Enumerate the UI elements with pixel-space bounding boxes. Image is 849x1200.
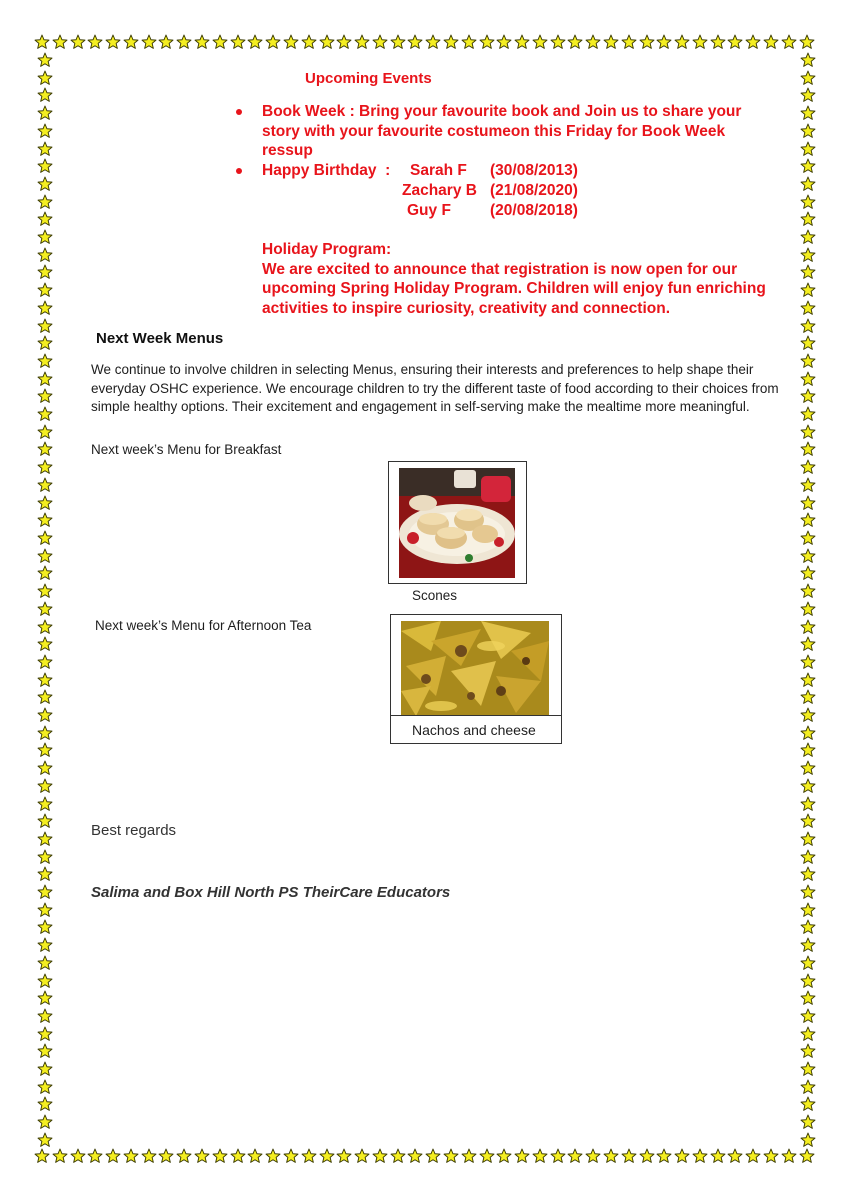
star-icon	[800, 601, 816, 617]
scones-photo-frame	[388, 461, 527, 584]
nachos-photo-frame	[390, 614, 562, 716]
star-icon	[37, 1096, 53, 1112]
birthday-date: (30/08/2013)	[490, 162, 578, 179]
star-icon	[301, 1148, 317, 1164]
star-icon	[34, 1148, 50, 1164]
star-icon	[639, 1148, 655, 1164]
star-icon	[514, 34, 530, 50]
star-icon	[799, 34, 815, 50]
star-icon	[692, 34, 708, 50]
star-icon	[37, 229, 53, 245]
star-icon	[37, 211, 53, 227]
star-icon	[37, 141, 53, 157]
birthday-name: Guy F	[407, 202, 451, 219]
star-icon	[800, 459, 816, 475]
star-icon	[727, 1148, 743, 1164]
star-icon	[763, 34, 779, 50]
star-icon	[37, 760, 53, 776]
star-icon	[800, 796, 816, 812]
star-icon	[37, 849, 53, 865]
star-icon	[265, 1148, 281, 1164]
star-icon	[37, 1026, 53, 1042]
star-icon	[800, 52, 816, 68]
star-icon	[37, 742, 53, 758]
star-icon	[37, 919, 53, 935]
star-icon	[461, 34, 477, 50]
star-icon	[800, 441, 816, 457]
star-icon	[37, 300, 53, 316]
star-icon	[496, 1148, 512, 1164]
star-border-right	[797, 52, 819, 1148]
star-icon	[550, 34, 566, 50]
star-icon	[800, 70, 816, 86]
star-icon	[800, 300, 816, 316]
star-icon	[37, 353, 53, 369]
star-icon	[37, 282, 53, 298]
star-icon	[800, 388, 816, 404]
star-icon	[37, 672, 53, 688]
star-icon	[283, 34, 299, 50]
star-icon	[87, 1148, 103, 1164]
star-icon	[301, 34, 317, 50]
star-icon	[265, 34, 281, 50]
star-icon	[800, 512, 816, 528]
star-icon	[158, 34, 174, 50]
star-icon	[37, 1079, 53, 1095]
star-icon	[800, 707, 816, 723]
star-icon	[37, 512, 53, 528]
nachos-caption: Nachos and cheese	[412, 722, 536, 738]
star-icon	[425, 1148, 441, 1164]
upcoming-events-heading: Upcoming Events	[305, 70, 432, 87]
star-icon	[692, 1148, 708, 1164]
menus-paragraph: We continue to involve children in selecting Menus, ensuring their interests and preferences to help shape their everyday OSHC experience. We encourage children to try the different taste of food according to their choices from simple healthy options. Their excitement and engagement in self-serving make the mealtime more meaningful.	[91, 362, 779, 414]
star-icon	[621, 1148, 637, 1164]
star-icon	[800, 1079, 816, 1095]
star-icon	[800, 725, 816, 741]
nachos-photo	[401, 621, 549, 716]
star-icon	[37, 654, 53, 670]
star-icon	[37, 1061, 53, 1077]
star-icon	[800, 654, 816, 670]
birthday-label: Happy Birthday :	[262, 161, 391, 179]
star-icon	[800, 105, 816, 121]
star-icon	[514, 1148, 530, 1164]
star-icon	[479, 34, 495, 50]
star-icon	[800, 123, 816, 139]
afternoon-tea-label: Next week’s Menu for Afternoon Tea	[95, 618, 312, 633]
star-icon	[800, 406, 816, 422]
star-icon	[37, 264, 53, 280]
star-icon	[37, 1043, 53, 1059]
star-icon	[37, 194, 53, 210]
star-icon	[800, 318, 816, 334]
star-icon	[763, 1148, 779, 1164]
star-icon	[727, 34, 743, 50]
star-icon	[800, 141, 816, 157]
star-icon	[52, 1148, 68, 1164]
star-icon	[800, 87, 816, 103]
star-icon	[800, 211, 816, 227]
star-icon	[37, 105, 53, 121]
menus-heading: Next Week Menus	[96, 330, 224, 347]
signature: Salima and Box Hill North PS TheirCare Educators	[91, 884, 451, 901]
star-icon	[37, 707, 53, 723]
scones-caption: Scones	[412, 588, 458, 603]
star-icon	[800, 672, 816, 688]
star-icon	[800, 937, 816, 953]
star-icon	[800, 282, 816, 298]
star-icon	[37, 619, 53, 635]
star-icon	[800, 176, 816, 192]
star-icon	[37, 530, 53, 546]
star-icon	[194, 34, 210, 50]
star-icon	[656, 34, 672, 50]
star-icon	[800, 229, 816, 245]
star-icon	[37, 866, 53, 882]
star-icon	[37, 87, 53, 103]
star-icon	[745, 34, 761, 50]
nachos-caption-box	[390, 715, 562, 744]
star-icon	[37, 247, 53, 263]
star-icon	[194, 1148, 210, 1164]
star-icon	[390, 34, 406, 50]
star-icon	[37, 778, 53, 794]
star-icon	[443, 34, 459, 50]
star-icon	[800, 742, 816, 758]
star-icon	[37, 583, 53, 599]
book-week-item	[232, 102, 772, 161]
star-icon	[52, 34, 68, 50]
star-icon	[319, 1148, 335, 1164]
star-icon	[37, 495, 53, 511]
star-icon	[800, 158, 816, 174]
star-icon	[37, 441, 53, 457]
star-icon	[372, 1148, 388, 1164]
star-icon	[800, 371, 816, 387]
star-icon	[800, 477, 816, 493]
star-icon	[37, 1114, 53, 1130]
star-icon	[176, 1148, 192, 1164]
star-icon	[621, 34, 637, 50]
star-icon	[585, 1148, 601, 1164]
star-icon	[800, 1008, 816, 1024]
star-icon	[37, 601, 53, 617]
star-icon	[800, 866, 816, 882]
star-icon	[336, 34, 352, 50]
star-icon	[800, 990, 816, 1006]
bullet-icon	[236, 109, 242, 115]
star-icon	[37, 176, 53, 192]
holiday-title: Holiday Program:	[262, 241, 392, 258]
star-icon	[800, 884, 816, 900]
star-icon	[37, 689, 53, 705]
breakfast-label: Next week’s Menu for Breakfast	[91, 442, 282, 457]
star-icon	[212, 34, 228, 50]
star-icon	[800, 955, 816, 971]
star-icon	[800, 973, 816, 989]
star-border-left	[34, 52, 56, 1148]
star-icon	[800, 778, 816, 794]
star-icon	[247, 34, 263, 50]
holiday-text: We are excited to announce that registration is now open for our upcoming Spring Holiday Program. Children will enjoy fun enriching activities to inspire curiosity, creativity and connection.	[262, 260, 766, 317]
star-icon	[37, 1132, 53, 1148]
star-icon	[800, 335, 816, 351]
star-icon	[639, 34, 655, 50]
star-icon	[800, 1061, 816, 1077]
star-icon	[800, 813, 816, 829]
star-icon	[800, 902, 816, 918]
star-icon	[532, 1148, 548, 1164]
star-icon	[37, 725, 53, 741]
star-icon	[247, 1148, 263, 1164]
star-icon	[37, 884, 53, 900]
star-icon	[37, 548, 53, 564]
star-icon	[354, 1148, 370, 1164]
star-icon	[800, 583, 816, 599]
star-icon	[37, 937, 53, 953]
star-icon	[532, 34, 548, 50]
star-icon	[37, 796, 53, 812]
star-icon	[37, 813, 53, 829]
star-icon	[37, 388, 53, 404]
star-icon	[176, 34, 192, 50]
birthday-date: (20/08/2018)	[490, 202, 578, 219]
birthday-name: Sarah F	[410, 162, 467, 179]
star-icon	[230, 1148, 246, 1164]
star-icon	[141, 1148, 157, 1164]
star-icon	[105, 1148, 121, 1164]
star-icon	[800, 849, 816, 865]
star-icon	[37, 636, 53, 652]
star-icon	[800, 636, 816, 652]
star-icon	[141, 34, 157, 50]
star-icon	[745, 1148, 761, 1164]
scones-photo	[399, 468, 515, 578]
star-border-top	[34, 34, 815, 56]
star-icon	[212, 1148, 228, 1164]
star-icon	[674, 34, 690, 50]
star-icon	[37, 973, 53, 989]
star-icon	[800, 760, 816, 776]
star-icon	[800, 565, 816, 581]
star-icon	[800, 831, 816, 847]
star-icon	[800, 1132, 816, 1148]
best-regards: Best regards	[91, 822, 177, 839]
star-icon	[230, 34, 246, 50]
star-icon	[567, 1148, 583, 1164]
star-icon	[354, 34, 370, 50]
star-icon	[461, 1148, 477, 1164]
star-icon	[123, 1148, 139, 1164]
star-icon	[800, 919, 816, 935]
star-icon	[674, 1148, 690, 1164]
star-icon	[70, 1148, 86, 1164]
star-icon	[800, 194, 816, 210]
star-icon	[781, 34, 797, 50]
star-icon	[407, 34, 423, 50]
star-icon	[425, 34, 441, 50]
star-icon	[800, 264, 816, 280]
book-week-text: Book Week : Bring your favourite book and Join us to share your story with your favourite costumeon this Friday for Book Week ressup	[262, 103, 742, 159]
star-icon	[407, 1148, 423, 1164]
star-icon	[336, 1148, 352, 1164]
star-icon	[37, 424, 53, 440]
star-icon	[603, 1148, 619, 1164]
star-icon	[37, 955, 53, 971]
star-icon	[37, 1008, 53, 1024]
star-icon	[800, 247, 816, 263]
star-icon	[799, 1148, 815, 1164]
star-icon	[800, 1043, 816, 1059]
star-icon	[656, 1148, 672, 1164]
star-icon	[443, 1148, 459, 1164]
star-icon	[37, 406, 53, 422]
star-icon	[70, 34, 86, 50]
star-icon	[603, 34, 619, 50]
star-icon	[781, 1148, 797, 1164]
star-icon	[550, 1148, 566, 1164]
star-icon	[37, 459, 53, 475]
star-icon	[37, 318, 53, 334]
star-icon	[37, 990, 53, 1006]
star-icon	[800, 424, 816, 440]
star-icon	[37, 52, 53, 68]
star-icon	[37, 477, 53, 493]
star-icon	[800, 1114, 816, 1130]
star-icon	[37, 335, 53, 351]
star-icon	[390, 1148, 406, 1164]
star-icon	[158, 1148, 174, 1164]
star-icon	[800, 530, 816, 546]
star-icon	[319, 34, 335, 50]
star-icon	[800, 1026, 816, 1042]
star-icon	[800, 495, 816, 511]
star-icon	[37, 158, 53, 174]
birthday-date: (21/08/2020)	[490, 182, 578, 199]
star-icon	[800, 689, 816, 705]
star-icon	[283, 1148, 299, 1164]
birthday-name: Zachary B	[402, 182, 477, 199]
star-icon	[37, 123, 53, 139]
holiday-program	[262, 240, 792, 318]
star-icon	[585, 34, 601, 50]
star-icon	[800, 353, 816, 369]
star-icon	[123, 34, 139, 50]
star-icon	[37, 70, 53, 86]
star-icon	[105, 34, 121, 50]
star-icon	[37, 371, 53, 387]
star-icon	[37, 565, 53, 581]
star-icon	[37, 831, 53, 847]
star-icon	[496, 34, 512, 50]
star-icon	[372, 34, 388, 50]
star-icon	[34, 34, 50, 50]
star-icon	[37, 902, 53, 918]
star-icon	[800, 1096, 816, 1112]
star-icon	[710, 34, 726, 50]
star-icon	[800, 548, 816, 564]
bullet-icon	[236, 168, 242, 174]
star-icon	[567, 34, 583, 50]
star-icon	[800, 619, 816, 635]
star-border-bottom	[34, 1148, 815, 1170]
star-icon	[710, 1148, 726, 1164]
star-icon	[87, 34, 103, 50]
star-icon	[479, 1148, 495, 1164]
